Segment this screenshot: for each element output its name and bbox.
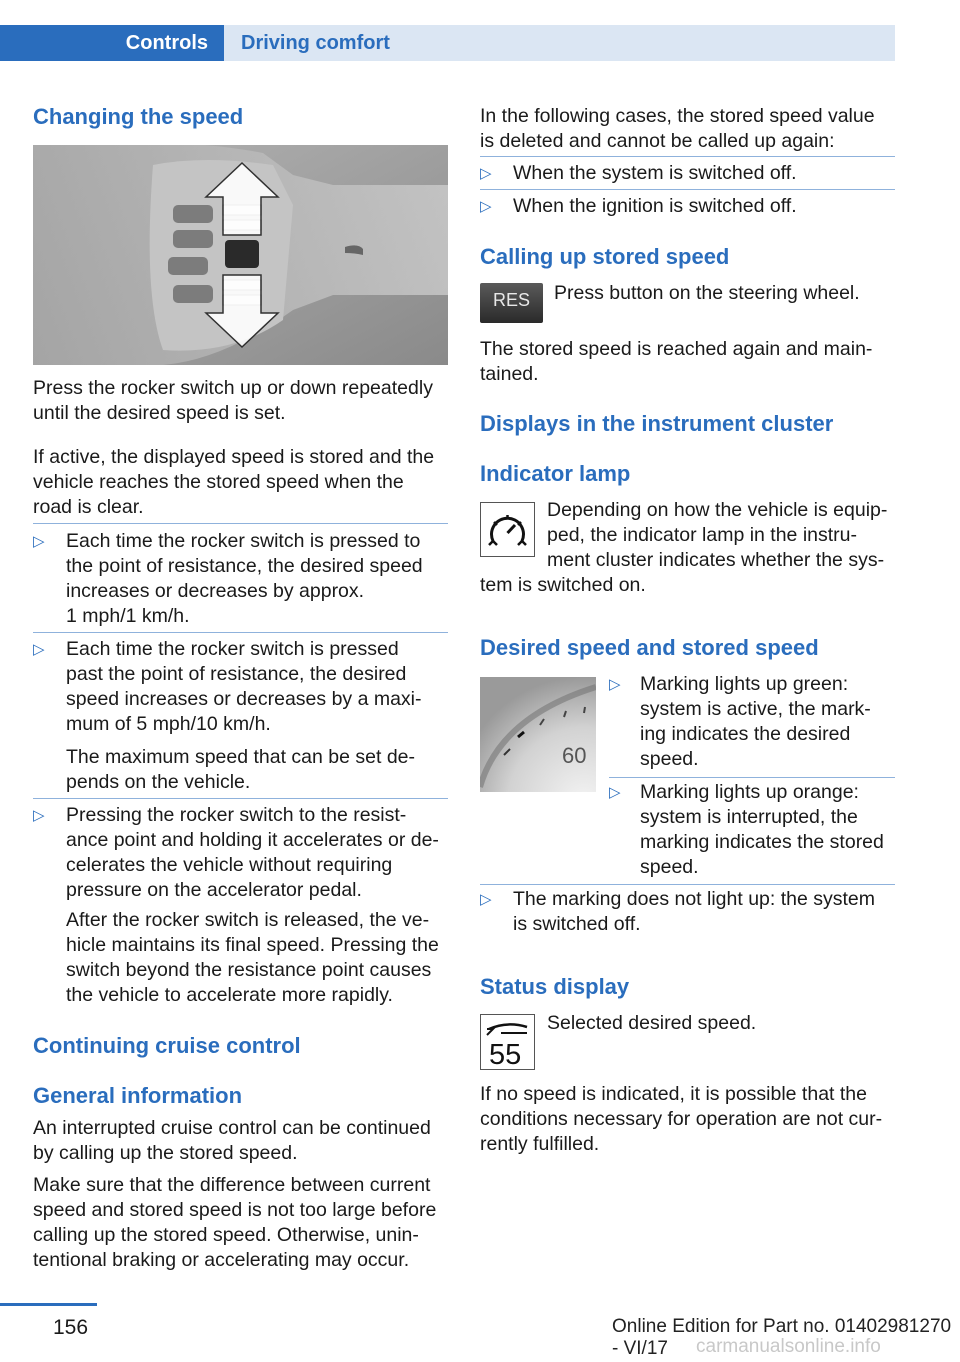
list-item: When the ignition is switched off.: [513, 195, 797, 217]
heading-continuing-cruise-control: Continuing cruise control: [33, 1033, 301, 1058]
gauge-illustration: [480, 677, 596, 792]
header-bar: [0, 25, 895, 61]
paragraph: Selected desired speed.: [547, 1012, 757, 1034]
bullet-icon: ▷: [33, 807, 45, 824]
bullet-icon: ▷: [480, 891, 492, 908]
paragraph: In the following cases, the stored speed value is deleted and cannot be called up again:: [480, 105, 875, 152]
list-item-note: After the rocker switch is released, the ve‐ hicle maintains its final speed. Pressing the switch beyond the resistance point causes the vehicle to accelerate more rapidly.: [66, 909, 439, 1006]
bullet-icon: ▷: [33, 533, 45, 550]
heading-desired-and-stored-speed: Desired speed and stored speed: [480, 635, 819, 660]
paragraph: tem is switched on.: [480, 574, 646, 596]
steering-wheel-illustration: [33, 145, 448, 365]
divider: [480, 884, 895, 885]
list-item: Each time the rocker switch is pressed past the point of resistance, the desired speed increases or decreases by a maxi‐ mum of 5 mph/10 km/h.: [66, 638, 422, 735]
tab-driving-comfort[interactable]: Driving comfort: [224, 25, 895, 61]
divider: [33, 523, 448, 524]
bullet-icon: ▷: [480, 165, 492, 182]
list-item-note: The maximum speed that can be set de‐ pends on the vehicle.: [66, 746, 416, 793]
paragraph: The stored speed is reached again and main‐ tained.: [480, 338, 873, 385]
list-item: Pressing the rocker switch to the resist‐ ance point and holding it accelerates or de‐ celerates the vehicle without requiring pressure on the accelerator pedal.: [66, 804, 439, 901]
bullet-icon: ▷: [480, 198, 492, 215]
bullet-icon: ▷: [33, 641, 45, 658]
heading-calling-up-stored-speed: Calling up stored speed: [480, 244, 730, 269]
page-number: 156: [53, 1316, 89, 1339]
edition-note: Online Edition for Part no. 01402981270 - VI/17: [612, 1316, 952, 1359]
list-item: Each time the rocker switch is pressed to the point of resistance, the desired speed increases or decreases by approx. 1 mph/1 km/h.: [66, 530, 423, 627]
bullet-icon: ▷: [609, 676, 621, 693]
bullet-icon: ▷: [609, 784, 621, 801]
desired-speed-icon: [481, 1015, 534, 1069]
cruise-control-indicator-icon: [480, 502, 535, 557]
status-speed-number: 55: [489, 1039, 522, 1069]
footer-rule: [0, 1303, 97, 1306]
paragraph: Press button on the steering wheel.: [554, 282, 860, 304]
list-item: The marking does not light up: the system is switched off.: [513, 888, 876, 935]
status-display-icon: [480, 1014, 535, 1070]
divider: [33, 632, 448, 633]
paragraph: An interrupted cruise control can be continued by calling up the stored speed.: [33, 1117, 431, 1164]
res-button-label: RES: [492, 290, 530, 310]
paragraph: If no speed is indicated, it is possible that the conditions necessary for operation are not cur‐ rently fulfilled.: [480, 1083, 883, 1155]
paragraph: Depending on how the vehicle is equip‐ ped, the indicator lamp in the instru‐ ment cluster indicates whether the sys‐: [547, 499, 888, 571]
gauge-speed-label: 60: [562, 743, 587, 768]
heading-indicator-lamp: Indicator lamp: [480, 461, 631, 486]
paragraph: Make sure that the difference between current speed and stored speed is not too large before calling up the stored speed. Otherwise, unin‐ tentional braking or accelerating may occur.: [33, 1174, 437, 1271]
paragraph: Press the rocker switch up or down repeatedly until the desired speed is set.: [33, 377, 433, 424]
speedometer-icon: [481, 503, 534, 556]
paragraph: If active, the displayed speed is stored and the vehicle reaches the stored speed when the road is clear.: [33, 446, 435, 518]
divider: [33, 798, 448, 799]
speedometer-gauge-image: [480, 677, 596, 792]
divider: [609, 777, 895, 778]
watermark: carmanualsonline.info: [696, 1336, 881, 1357]
list-item: When the system is switched off.: [513, 162, 797, 184]
divider: [480, 156, 895, 157]
res-button-icon: [480, 283, 543, 323]
heading-status-display: Status display: [480, 974, 630, 999]
list-item: Marking lights up orange: system is interrupted, the marking indicates the stored speed.: [640, 781, 884, 878]
tab-controls[interactable]: Controls: [0, 25, 224, 61]
heading-changing-speed: Changing the speed: [33, 104, 244, 129]
steering-wheel-image: [33, 145, 448, 365]
list-item: Marking lights up green: system is active, the mark‐ ing indicates the desired speed.: [640, 673, 871, 770]
heading-general-information: General information: [33, 1083, 243, 1108]
heading-displays-instrument-cluster: Displays in the instrument cluster: [480, 411, 834, 436]
divider: [480, 189, 895, 190]
